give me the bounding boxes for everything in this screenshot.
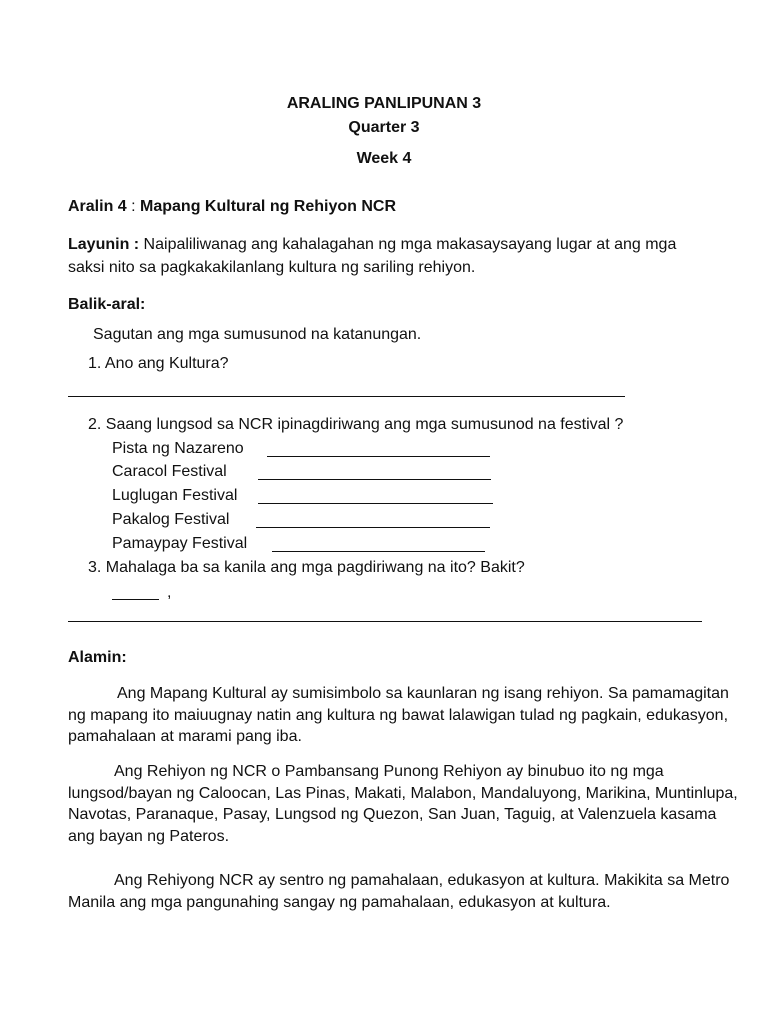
learn-paragraph-2: Ang Rehiyon ng NCR o Pambansang Punong Rehiyon ay binubuo ito ng mga lungsod/bayan ng Caloocan, Las Pinas, Makati, Malabon, Mandaluyong, Marikina, Muntinlupa, Navotas, Paranaque, Pasay, Lungsod ng Quezon, San Juan, Taguig, at Valenzuela kasama ang bayan ng Pateros. [68, 763, 738, 845]
festival-1-answer-line[interactable] [267, 456, 490, 457]
objective-line-1 [68, 237, 676, 253]
lesson-label: Aralin 4 [68, 198, 127, 215]
learn-paragraph-1: Ang Mapang Kultural ay sumisimbolo sa kaunlaran ng isang rehiyon. Sa pamamagitan ng mapang ito maiuugnay natin ang kultura ng bawat lalawigan tulad ng pagkain, edukasyon, pamahalaan at marami pang iba. [68, 685, 729, 745]
subject-title: ARALING PANLIPUNAN 3 [286, 95, 482, 112]
festival-2-label: Caracol Festival [112, 463, 227, 480]
festival-1-label: Pista ng Nazareno [112, 440, 244, 457]
objective-label: Layunin : [68, 236, 140, 253]
week-label: Week 4 [356, 150, 412, 167]
festival-4-answer-line[interactable] [256, 527, 490, 528]
answer-line-q3-long[interactable] [68, 621, 702, 622]
question-2: 2. Saang lungsod sa NCR ipinagdiriwang ang mga sumusunod na festival ? [88, 416, 624, 433]
festival-2-answer-line[interactable] [258, 479, 491, 480]
lesson-title: Mapang Kultural ng Rehiyon NCR [140, 198, 397, 215]
lesson-line [68, 199, 396, 215]
lesson-separator: : [126, 198, 141, 215]
festival-3-answer-line[interactable] [258, 503, 493, 504]
festival-3-label: Luglugan Festival [112, 487, 238, 504]
q3-comma: , [167, 584, 172, 601]
festival-5-label: Pamaypay Festival [112, 535, 248, 552]
learn-heading: Alamin: [68, 649, 127, 666]
learn-paragraph-3: Ang Rehiyong NCR ay sentro ng pamahalaan, edukasyon at kultura. Makikita sa Metro Manila ang mga pangunahing sangay ng pamahalaan, edukasyon at kultura. [68, 872, 730, 911]
quarter-label: Quarter 3 [348, 119, 420, 136]
objective-text-2: saksi nito sa pagkakakilanlang kultura ng sariling rehiyon. [68, 259, 476, 276]
question-3: 3. Mahalaga ba sa kanila ang mga pagdiriwang na ito? Bakit? [88, 559, 525, 576]
review-instruction: Sagutan ang mga sumusunod na katanungan. [93, 326, 422, 343]
festival-4-label: Pakalog Festival [112, 511, 230, 528]
festival-5-answer-line[interactable] [272, 551, 485, 552]
answer-line-q3-short[interactable] [112, 599, 159, 600]
review-heading: Balik-aral: [68, 296, 146, 313]
question-1: 1. Ano ang Kultura? [88, 355, 229, 372]
objective-text-1: Naipaliliwanag ang kahalagahan ng mga makasaysayang lugar at ang mga [139, 236, 677, 253]
answer-line-q1[interactable] [68, 396, 625, 397]
